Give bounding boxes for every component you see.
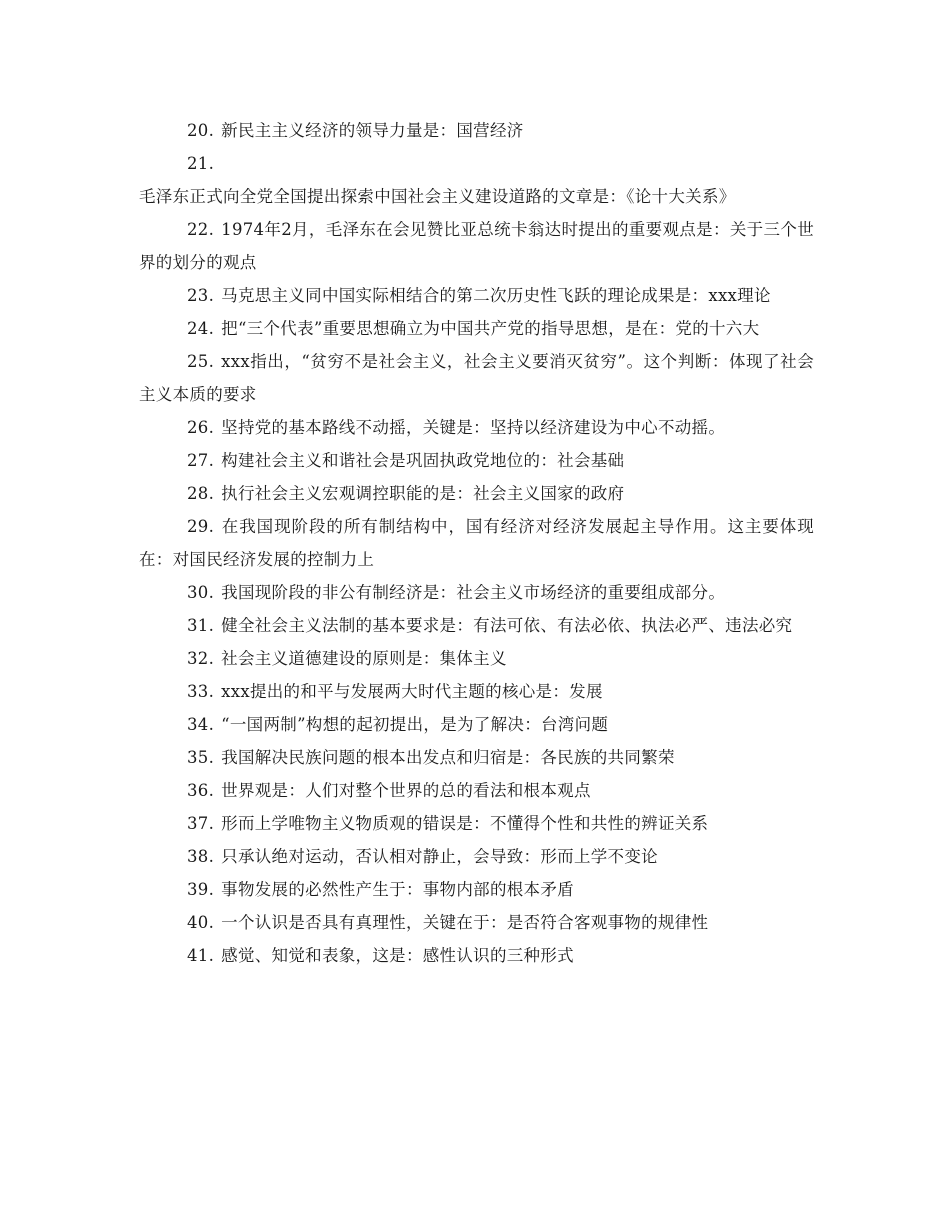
- list-item: [139, 576, 814, 609]
- item-text: 我国解决民族问题的根本出发点和归宿是：各民族的共同繁荣: [221, 748, 675, 767]
- question-list: [139, 114, 814, 972]
- item-number: 31.: [187, 616, 215, 635]
- item-number: 29.: [187, 517, 215, 536]
- item-text: 毛泽东正式向全党全国提出探索中国社会主义建设道路的文章是：《论十大关系》: [139, 187, 736, 206]
- list-item: [139, 642, 814, 675]
- item-text: 在我国现阶段的所有制结构中，国有经济对经济发展起主导作用。这主要体现在：对国民经济发展的控制力上: [139, 517, 814, 569]
- item-number: 41.: [187, 946, 215, 965]
- item-text: 把“三个代表”重要思想确立为中国共产党的指导思想，是在：党的十六大: [221, 319, 760, 338]
- list-item: [139, 840, 814, 873]
- item-number: 32.: [187, 649, 215, 668]
- item-text: 构建社会主义和谐社会是巩固执政党地位的：社会基础: [221, 451, 625, 470]
- list-item: [139, 213, 814, 279]
- list-item: [139, 774, 814, 807]
- list-item: [139, 114, 814, 147]
- item-text: 1974年2月，毛泽东在会见赞比亚总统卡翁达时提出的重要观点是：关于三个世界的划分的观点: [139, 220, 814, 272]
- list-item: [139, 279, 814, 312]
- item-number: 21.: [187, 154, 215, 173]
- item-text: 一个认识是否具有真理性，关键在于：是否符合客观事物的规律性: [221, 913, 709, 932]
- item-number: 38.: [187, 847, 215, 866]
- item-number: 24.: [187, 319, 215, 338]
- list-item: [139, 345, 814, 411]
- item-text: 马克思主义同中国实际相结合的第二次历史性飞跃的理论成果是：xxx理论: [221, 286, 771, 305]
- item-number: 37.: [187, 814, 215, 833]
- list-item: [139, 807, 814, 840]
- item-text: 世界观是：人们对整个世界的总的看法和根本观点: [221, 781, 591, 800]
- item-text: 我国现阶段的非公有制经济是：社会主义市场经济的重要组成部分。: [221, 583, 726, 602]
- item-number: 39.: [187, 880, 215, 899]
- item-number: 28.: [187, 484, 215, 503]
- item-text: 执行社会主义宏观调控职能的是：社会主义国家的政府: [221, 484, 625, 503]
- item-text: 新民主主义经济的领导力量是：国营经济: [221, 121, 524, 140]
- item-text: 感觉、知觉和表象，这是：感性认识的三种形式: [221, 946, 574, 965]
- item-text: 形而上学唯物主义物质观的错误是：不懂得个性和共性的辨证关系: [221, 814, 709, 833]
- list-item: [139, 873, 814, 906]
- list-item: [139, 477, 814, 510]
- list-item: [139, 741, 814, 774]
- item-text: 坚持党的基本路线不动摇，关键是：坚持以经济建设为中心不动摇。: [221, 418, 726, 437]
- list-item: [139, 411, 814, 444]
- list-item: [139, 510, 814, 576]
- item-text: “一国两制”构想的起初提出，是为了解决：台湾问题: [221, 715, 609, 734]
- item-text: 社会主义道德建设的原则是：集体主义: [221, 649, 507, 668]
- item-text: xxx提出的和平与发展两大时代主题的核心是：发展: [221, 682, 603, 701]
- list-item: [139, 444, 814, 477]
- list-item: [139, 312, 814, 345]
- list-item: [139, 609, 814, 642]
- list-item: [139, 147, 814, 213]
- item-number: 22.: [187, 220, 215, 239]
- item-number: 34.: [187, 715, 215, 734]
- item-text: 只承认绝对运动，否认相对静止，会导致：形而上学不变论: [221, 847, 658, 866]
- item-number: 23.: [187, 286, 215, 305]
- item-number: 36.: [187, 781, 215, 800]
- item-number: 26.: [187, 418, 215, 437]
- item-text: 健全社会主义法制的基本要求是：有法可依、有法必依、执法必严、违法必究: [221, 616, 793, 635]
- item-number: 30.: [187, 583, 215, 602]
- list-item: [139, 906, 814, 939]
- item-number: 25.: [187, 352, 215, 371]
- item-number: 40.: [187, 913, 215, 932]
- item-number: 20.: [187, 121, 215, 140]
- item-number: 27.: [187, 451, 215, 470]
- list-item: [139, 939, 814, 972]
- list-item: [139, 675, 814, 708]
- item-text: 事物发展的必然性产生于：事物内部的根本矛盾: [221, 880, 574, 899]
- list-item: [139, 708, 814, 741]
- item-text: xxx指出，“贫穷不是社会主义，社会主义要消灭贫穷”。这个判断：体现了社会主义本质的要求: [139, 352, 814, 404]
- item-number: 35.: [187, 748, 215, 767]
- item-number: 33.: [187, 682, 215, 701]
